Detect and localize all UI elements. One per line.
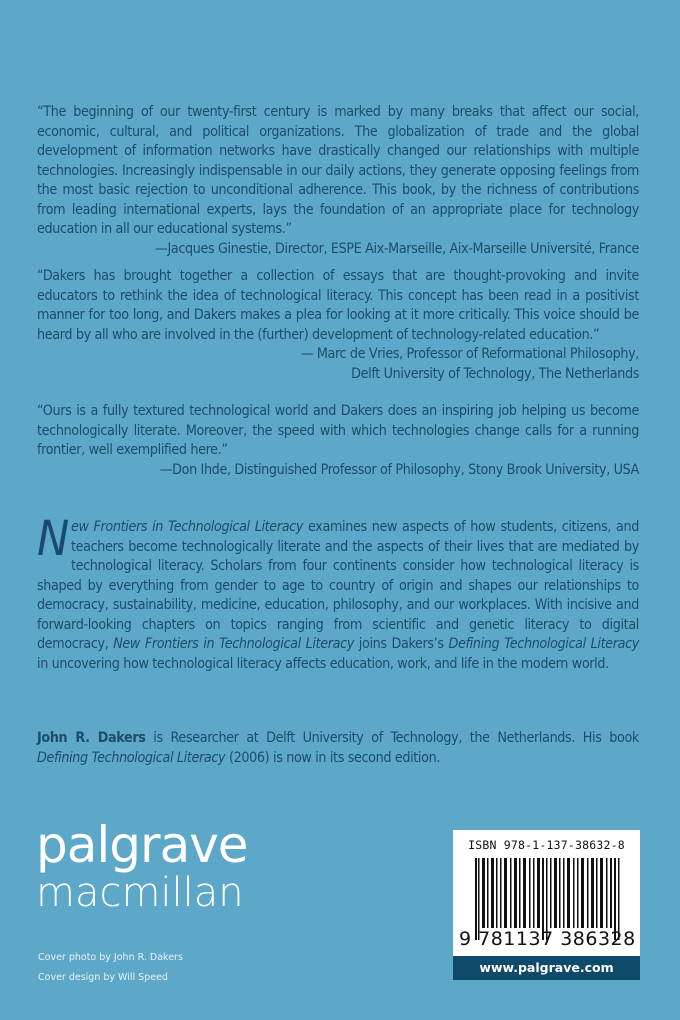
publisher-url: www.palgrave.com (453, 956, 640, 980)
quote-attribution: —Jacques Ginestie, Director, ESPE Aix-Marseille, Aix-Marseille Université, France (155, 240, 639, 257)
endorsement-quote-1 (37, 103, 639, 259)
author-name: John R. Dakers (37, 730, 146, 746)
book-title-repeat: New Frontiers in Technological Literacy (113, 636, 354, 652)
isbn-label: ISBN 978-1-137-38632-8 (468, 838, 625, 852)
publisher-logo (36, 818, 248, 914)
isbn-barcode-box (453, 830, 640, 980)
bio-paragraph (37, 729, 639, 768)
endorsement-quote-2 (37, 267, 639, 384)
quote-text: “Ours is a fully textured technological world and Dakers does an inspiring job helping us become technologically literate. Moreover, the speed with which technologies change calls for a running frontier, well exemplified here.” (37, 403, 639, 458)
design-credit: Cover design by Will Speed (38, 972, 168, 983)
quote-text: “The beginning of our twenty-first century is marked by many breaks that affect our social, economic, cultural, and political organizations. The globalization of trade and the global development of information networks have drastically changed our relationships with multiple technologies. Increasingly indispensable in our daily actions, they generate opposing feelings from the most basic rejection to unconditional adherence. This book, by the richness of contributions from leading international experts, lays the foundation of an appropriate place for technology education in all our educational systems.” (37, 104, 639, 237)
barcode-digits: 9 781137 386328 (459, 928, 636, 950)
other-book-title: Defining Technological Literacy (448, 636, 639, 652)
logo-palgrave: palgrave (36, 816, 248, 874)
quote-attribution-affiliation: Delft University of Technology, The Netherlands (351, 365, 639, 382)
description-paragraph (37, 511, 639, 674)
book-description (37, 511, 639, 674)
quote-attribution: — Marc de Vries, Professor of Reformational Philosophy, (300, 346, 639, 362)
photo-credit: Cover photo by John R. Dakers (38, 952, 183, 963)
bio-book-title: Defining Technological Literacy (37, 749, 226, 766)
book-title: ew Frontiers in Technological Literacy (70, 519, 304, 535)
dropcap-letter: N (37, 511, 69, 567)
bio-text: (2006) is now in its second edition. (225, 749, 441, 766)
description-text: in uncovering how technological literacy affects education, work, and life in the modern world. (37, 655, 609, 672)
quote-attribution: —Don Ihde, Distinguished Professor of Philosophy, Stony Brook University, USA (159, 461, 639, 478)
logo-macmillan: macmillan (36, 870, 244, 916)
description-text: joins Dakers’s (353, 636, 449, 652)
bio-text: is Researcher at Delft University of Technology, the Netherlands. His book (145, 730, 639, 746)
description-text: examines new aspects of how students, citizens, and teachers become technologically literate and the aspects of their lives that are mediated by technological literacy. Scholars from four continents consider how technological literacy is shaped by everything from gender to age to country of origin and shapes our relationships to democracy, sustainability, medicine, education, philosophy, and our workplaces. With incisive and forward-looking chapters on topics ranging from scientific and genetic literacy to digital democracy, (37, 519, 639, 652)
quote-text: “Dakers has brought together a collection of essays that are thought-provoking and invite educators to rethink the idea of technological literacy. This concept has been read in a positivist manner for too long, and Dakers makes a plea for looking at it more critically. This voice should be heard by all who are involved in the (further) development of technology-related education.” (37, 268, 639, 343)
endorsement-quote-3 (37, 402, 639, 480)
cover-credits (38, 948, 183, 988)
author-bio (37, 729, 639, 768)
